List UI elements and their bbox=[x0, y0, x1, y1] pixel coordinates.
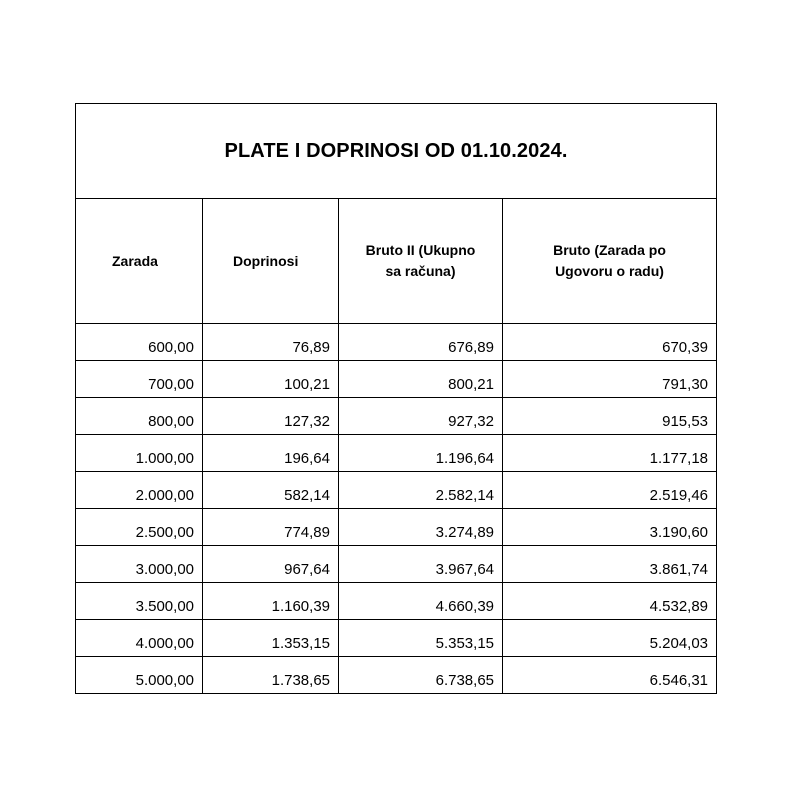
cell-doprinosi: 100,21 bbox=[203, 361, 339, 398]
cell-bruto: 1.177,18 bbox=[503, 435, 717, 472]
cell-bruto-ii: 1.196,64 bbox=[339, 435, 503, 472]
cell-doprinosi: 196,64 bbox=[203, 435, 339, 472]
cell-zarada: 600,00 bbox=[76, 324, 203, 361]
header-bruto-ii-line1: Bruto II (Ukupno bbox=[365, 242, 476, 258]
cell-bruto-ii: 4.660,39 bbox=[339, 583, 503, 620]
header-doprinosi: Doprinosi bbox=[203, 199, 339, 324]
cell-doprinosi: 1.353,15 bbox=[203, 620, 339, 657]
cell-bruto: 3.861,74 bbox=[503, 546, 717, 583]
table-row bbox=[76, 583, 717, 620]
table-row bbox=[76, 398, 717, 435]
cell-bruto: 6.546,31 bbox=[503, 657, 717, 694]
cell-bruto-ii: 2.582,14 bbox=[339, 472, 503, 509]
cell-doprinosi: 1.160,39 bbox=[203, 583, 339, 620]
cell-bruto: 4.532,89 bbox=[503, 583, 717, 620]
header-bruto-ii-line2: sa računa) bbox=[385, 263, 456, 279]
title-row bbox=[76, 104, 717, 199]
salary-contributions-table bbox=[75, 103, 717, 694]
cell-doprinosi: 774,89 bbox=[203, 509, 339, 546]
cell-bruto-ii: 800,21 bbox=[339, 361, 503, 398]
cell-bruto-ii: 3.274,89 bbox=[339, 509, 503, 546]
cell-doprinosi: 967,64 bbox=[203, 546, 339, 583]
table-row bbox=[76, 361, 717, 398]
table-body bbox=[76, 324, 717, 694]
cell-bruto: 2.519,46 bbox=[503, 472, 717, 509]
header-row bbox=[76, 199, 717, 324]
cell-bruto: 5.204,03 bbox=[503, 620, 717, 657]
cell-doprinosi: 582,14 bbox=[203, 472, 339, 509]
cell-bruto: 670,39 bbox=[503, 324, 717, 361]
cell-bruto-ii: 3.967,64 bbox=[339, 546, 503, 583]
cell-bruto-ii: 676,89 bbox=[339, 324, 503, 361]
cell-zarada: 2.000,00 bbox=[76, 472, 203, 509]
table-row bbox=[76, 472, 717, 509]
cell-bruto-ii: 927,32 bbox=[339, 398, 503, 435]
cell-zarada: 3.500,00 bbox=[76, 583, 203, 620]
cell-bruto-ii: 6.738,65 bbox=[339, 657, 503, 694]
cell-zarada: 2.500,00 bbox=[76, 509, 203, 546]
cell-doprinosi: 1.738,65 bbox=[203, 657, 339, 694]
table-row bbox=[76, 435, 717, 472]
cell-zarada: 5.000,00 bbox=[76, 657, 203, 694]
cell-doprinosi: 127,32 bbox=[203, 398, 339, 435]
cell-zarada: 4.000,00 bbox=[76, 620, 203, 657]
header-zarada: Zarada bbox=[76, 199, 203, 324]
table-title: PLATE I DOPRINOSI OD 01.10.2024. bbox=[76, 104, 717, 199]
cell-bruto: 3.190,60 bbox=[503, 509, 717, 546]
cell-zarada: 700,00 bbox=[76, 361, 203, 398]
cell-bruto-ii: 5.353,15 bbox=[339, 620, 503, 657]
table-row bbox=[76, 509, 717, 546]
cell-doprinosi: 76,89 bbox=[203, 324, 339, 361]
cell-bruto: 915,53 bbox=[503, 398, 717, 435]
header-bruto-ii bbox=[339, 199, 503, 324]
cell-zarada: 3.000,00 bbox=[76, 546, 203, 583]
table-row bbox=[76, 657, 717, 694]
cell-zarada: 800,00 bbox=[76, 398, 203, 435]
cell-zarada: 1.000,00 bbox=[76, 435, 203, 472]
salary-table-sheet bbox=[75, 103, 716, 694]
header-bruto-line1: Bruto (Zarada po bbox=[553, 242, 666, 258]
cell-bruto: 791,30 bbox=[503, 361, 717, 398]
table-row bbox=[76, 620, 717, 657]
table-row bbox=[76, 324, 717, 361]
header-bruto-line2: Ugovoru o radu) bbox=[555, 263, 664, 279]
header-bruto bbox=[503, 199, 717, 324]
table-row bbox=[76, 546, 717, 583]
